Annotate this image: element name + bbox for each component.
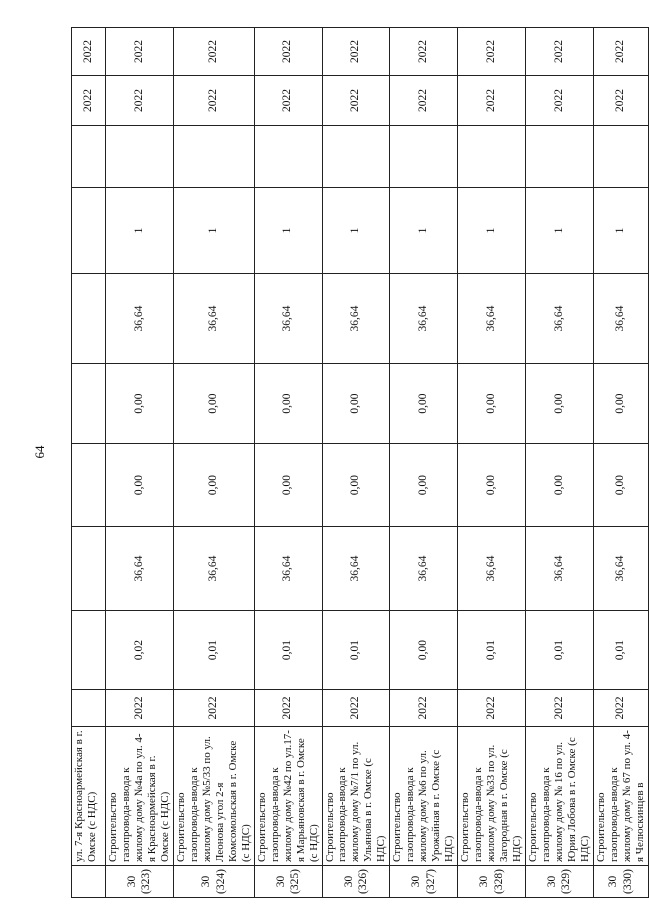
- cell-c4: 0,00: [526, 364, 594, 444]
- cell-c4: 0,00: [173, 364, 254, 444]
- rotated-table-container: [71, 28, 646, 898]
- row-code: 30: [607, 875, 620, 888]
- cell-c5: 36,64: [254, 274, 322, 364]
- cell-c5: 36,64: [322, 274, 390, 364]
- cell-y2: 2022: [593, 28, 648, 76]
- table-row: [173, 28, 254, 898]
- row-code-cell: [390, 866, 458, 898]
- cell-c1: 0,01: [458, 611, 526, 690]
- cell-c7: [254, 126, 322, 188]
- cell-c5: 36,64: [458, 274, 526, 364]
- cell-c2: [72, 527, 106, 611]
- row-code: 30: [126, 875, 139, 888]
- row-code-cell: [173, 866, 254, 898]
- cell-c3: 0,00: [593, 444, 648, 527]
- table-row: [390, 28, 458, 898]
- project-name-cell: Строительство газопровода-ввода к жилому дому №4а по ул. 4-я Красноармейская в г. Омске (с НДС): [106, 727, 174, 866]
- project-name-cell: Строительство газопровода-ввода к жилому дому №7/1 по ул. Ульянова в г. Омске (с НДС): [322, 727, 390, 866]
- project-name-cell: Строительство газопровода-ввода к жилому дому №6 по ул. Урожайная в г. Омске (с НДС): [390, 727, 458, 866]
- cell-c2: 36,64: [390, 527, 458, 611]
- cell-c6: 1: [390, 188, 458, 274]
- cell-c2: 36,64: [254, 527, 322, 611]
- row-code-cell: [106, 866, 174, 898]
- cell-c4: 0,00: [106, 364, 174, 444]
- cell-y1: 2022: [173, 76, 254, 126]
- cell-y1: 2022: [593, 76, 648, 126]
- row-code-cell: [593, 866, 648, 898]
- table-row: [593, 28, 648, 898]
- row-code-cell: [72, 866, 106, 898]
- row-subcode: (330): [621, 869, 634, 894]
- cell-c1: 0,01: [593, 611, 648, 690]
- row-code: 30: [478, 875, 491, 888]
- row-code: 30: [200, 875, 213, 888]
- cell-year: 2022: [593, 690, 648, 727]
- cell-c1: 0,01: [322, 611, 390, 690]
- cell-c1: 0,01: [173, 611, 254, 690]
- investment-table: [71, 27, 649, 898]
- cell-y1: 2022: [458, 76, 526, 126]
- cell-c2: 36,64: [593, 527, 648, 611]
- row-subcode: (327): [424, 869, 437, 894]
- cell-c6: 1: [173, 188, 254, 274]
- row-code-cell: [254, 866, 322, 898]
- row-subcode: (323): [140, 869, 153, 894]
- cell-c2: 36,64: [322, 527, 390, 611]
- cell-c6: 1: [458, 188, 526, 274]
- cell-c7: [390, 126, 458, 188]
- cell-c6: 1: [526, 188, 594, 274]
- cell-y2: 2022: [458, 28, 526, 76]
- project-name-cell: Строительство газопровода-ввода к жилому дому №42 по ул.17-я Марьяновская в г. Омске (с НДС): [254, 727, 322, 866]
- row-subcode: (328): [492, 869, 505, 894]
- cell-c5: [72, 274, 106, 364]
- cell-y2: 2022: [72, 28, 106, 76]
- cell-y1: 2022: [390, 76, 458, 126]
- project-name-cell: Строительство газопровода-ввода к жилому дому №33 по ул. Загородная в г. Омске (с НДС): [458, 727, 526, 866]
- cell-c3: 0,00: [254, 444, 322, 527]
- cell-c4: 0,00: [254, 364, 322, 444]
- cell-c7: [106, 126, 174, 188]
- cell-c1: 0,01: [526, 611, 594, 690]
- cell-y1: 2022: [254, 76, 322, 126]
- row-subcode: (325): [289, 869, 302, 894]
- cell-c3: 0,00: [458, 444, 526, 527]
- cell-c7: [173, 126, 254, 188]
- cell-y2: 2022: [390, 28, 458, 76]
- table-body: [72, 28, 649, 898]
- cell-c6: 1: [593, 188, 648, 274]
- cell-c5: 36,64: [390, 274, 458, 364]
- cell-year: 2022: [106, 690, 174, 727]
- row-code: 30: [342, 875, 355, 888]
- cell-c4: 0,00: [458, 364, 526, 444]
- row-code: 30: [546, 875, 559, 888]
- cell-c4: 0,00: [593, 364, 648, 444]
- cell-c3: 0,00: [322, 444, 390, 527]
- cell-c6: 1: [254, 188, 322, 274]
- cell-year: 2022: [173, 690, 254, 727]
- cell-y1: 2022: [106, 76, 174, 126]
- cell-y2: 2022: [173, 28, 254, 76]
- cell-c7: [322, 126, 390, 188]
- row-code: 30: [274, 875, 287, 888]
- cell-c7: [593, 126, 648, 188]
- table-row: [106, 28, 174, 898]
- cell-c7: [72, 126, 106, 188]
- cell-c4: [72, 364, 106, 444]
- row-code-cell: [526, 866, 594, 898]
- cell-y1: 2022: [526, 76, 594, 126]
- table-row: [254, 28, 322, 898]
- cell-c4: 0,00: [322, 364, 390, 444]
- cell-y2: 2022: [322, 28, 390, 76]
- cell-year: 2022: [254, 690, 322, 727]
- cell-c1: 0,01: [254, 611, 322, 690]
- cell-y2: 2022: [526, 28, 594, 76]
- row-subcode: (329): [560, 869, 573, 894]
- cell-y2: 2022: [254, 28, 322, 76]
- cell-c3: 0,00: [106, 444, 174, 527]
- row-subcode: (324): [214, 869, 227, 894]
- table-row: [526, 28, 594, 898]
- cell-year: 2022: [390, 690, 458, 727]
- cell-c6: 1: [322, 188, 390, 274]
- cell-year: 2022: [322, 690, 390, 727]
- cell-c2: 36,64: [458, 527, 526, 611]
- page-number: 64: [32, 445, 47, 459]
- cell-c1: [72, 611, 106, 690]
- cell-c1: 0,02: [106, 611, 174, 690]
- cell-c7: [458, 126, 526, 188]
- cell-c2: 36,64: [173, 527, 254, 611]
- cell-y1: 2022: [322, 76, 390, 126]
- cell-c3: [72, 444, 106, 527]
- cell-c4: 0,00: [390, 364, 458, 444]
- cell-c2: 36,64: [106, 527, 174, 611]
- row-subcode: (326): [356, 869, 369, 894]
- cell-c5: 36,64: [173, 274, 254, 364]
- cell-c2: 36,64: [526, 527, 594, 611]
- project-name-cell: Строительство газопровода-ввода к жилому дому №5/33 по ул. Леонова угол 2-я Комсомольская в г. Омске (с НДС): [173, 727, 254, 866]
- row-code-cell: [322, 866, 390, 898]
- table-row: [458, 28, 526, 898]
- cell-year: 2022: [526, 690, 594, 727]
- cell-y2: 2022: [106, 28, 174, 76]
- cell-year: [72, 690, 106, 727]
- cell-c7: [526, 126, 594, 188]
- row-code: 30: [410, 875, 423, 888]
- cell-c1: 0,00: [390, 611, 458, 690]
- project-name-cell: Строительство газопровода-ввода к жилому дому № 67 по ул. 4-я Челюскинцев в: [593, 727, 648, 866]
- cell-c5: 36,64: [106, 274, 174, 364]
- cell-c3: 0,00: [526, 444, 594, 527]
- cell-c5: 36,64: [593, 274, 648, 364]
- cell-year: 2022: [458, 690, 526, 727]
- row-code-cell: [458, 866, 526, 898]
- project-name-cell: ул. 7-я Красноармейская в г. Омске (с НДС): [72, 727, 106, 866]
- cell-c6: [72, 188, 106, 274]
- cell-c3: 0,00: [390, 444, 458, 527]
- table-row: [322, 28, 390, 898]
- cell-c6: 1: [106, 188, 174, 274]
- table-row: [72, 28, 106, 898]
- cell-c3: 0,00: [173, 444, 254, 527]
- cell-y1: 2022: [72, 76, 106, 126]
- cell-c5: 36,64: [526, 274, 594, 364]
- project-name-cell: Строительство газопровода-ввода к жилому дому № 16 по ул. Юрия Лобова в г. Омске (с НДС): [526, 727, 594, 866]
